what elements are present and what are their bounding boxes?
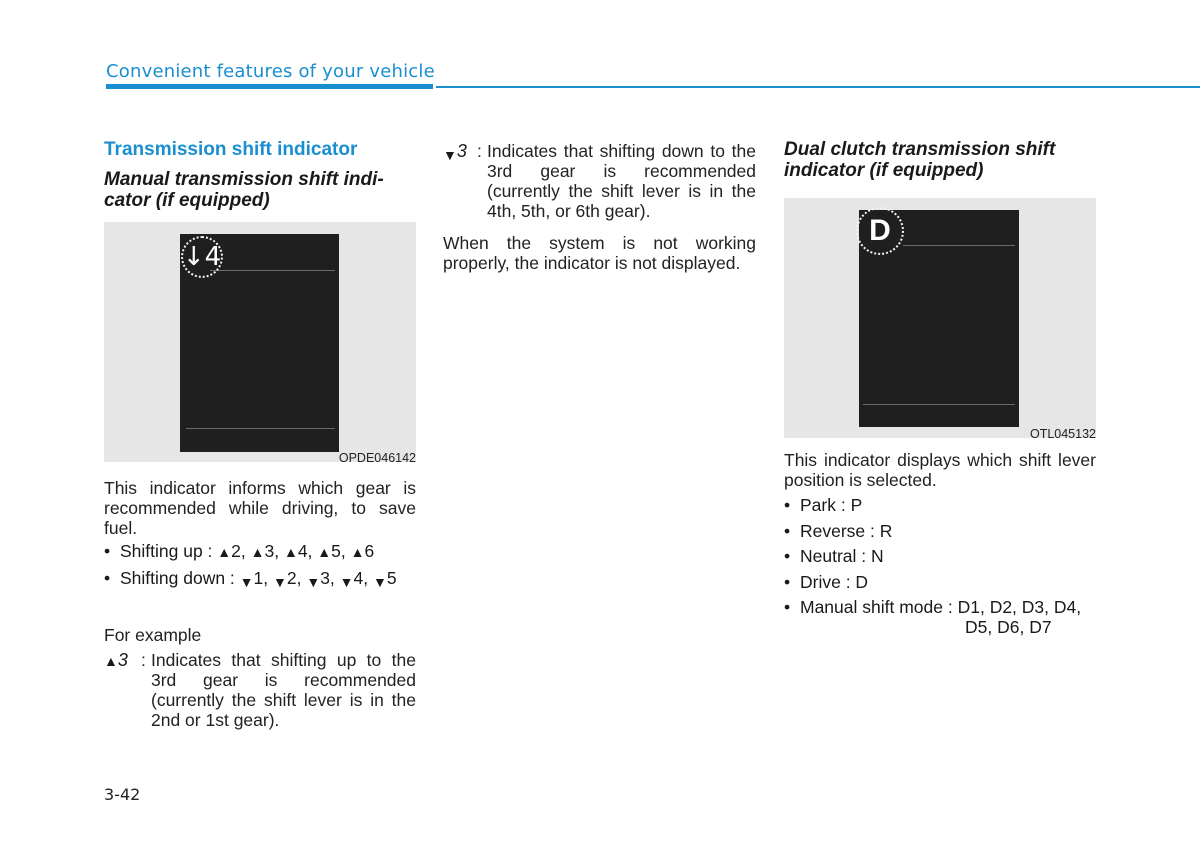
subheading-dual-clutch — [784, 139, 1096, 181]
cluster-display — [859, 210, 1019, 427]
dct-paragraph: This indicator displays which shift lever position is selected. — [784, 450, 1096, 490]
page-number: 3-42 — [104, 785, 141, 804]
position-list — [784, 495, 1104, 643]
triangle-up-icon: ▲ — [250, 544, 265, 560]
display-divider — [863, 404, 1015, 405]
triangle-up-icon: ▲ — [104, 653, 118, 669]
intro-paragraph: This indicator informs which gear is recommended while driving, to save fuel. — [104, 478, 416, 538]
list-item — [784, 521, 1104, 541]
subheading-line-1: Dual clutch transmission shift — [784, 139, 1056, 160]
shift-list — [104, 541, 424, 594]
gear-value: 4 — [297, 541, 308, 561]
list-item-text: Park : P — [800, 495, 863, 515]
shift-down-item: • Shifting down : ▼1, ▼2, ▼3, ▼4, ▼5 — [104, 568, 424, 589]
gear-indicator-circle — [181, 236, 223, 278]
triangle-up-icon: ▲ — [283, 544, 298, 560]
triangle-down-icon: ▼ — [339, 573, 354, 590]
list-item — [784, 495, 1104, 515]
display-divider — [903, 245, 1015, 246]
colon: : — [477, 141, 482, 161]
shift-up-item: • Shifting up : ▲2, ▲3, ▲4, ▲5, ▲6 — [104, 541, 424, 562]
example-down-symbol — [443, 141, 479, 162]
gear-value: 1 — [253, 567, 264, 588]
subheading-line-2: cator (if equipped) — [104, 190, 270, 211]
gear-value: 4 — [353, 567, 364, 588]
example-up-text: Indicates that shifting up to the 3rd gear is recommended (currently the shift lever is in the 2nd or 1st gear). — [151, 650, 416, 730]
triangle-down-icon: ▼ — [443, 147, 457, 163]
gear-value: 5 — [386, 567, 397, 588]
list-item-text: Neutral : N — [800, 546, 884, 566]
list-item-text: Reverse : R — [800, 520, 893, 541]
gear-value: 2 — [231, 541, 241, 561]
gear-value: 3 — [456, 141, 467, 161]
example-down-description — [477, 141, 756, 221]
triangle-up-icon: ▲ — [217, 544, 232, 560]
header-rule-thin — [436, 86, 1200, 88]
display-divider — [186, 428, 335, 429]
figure-dual-clutch-indicator — [784, 198, 1096, 441]
list-item-manual — [784, 597, 1104, 637]
subheading-manual-transmission — [104, 169, 416, 211]
gear-value: 6 — [364, 541, 375, 561]
example-down-text: Indicates that shifting down to the 3rd gear is recommended (currently the shift lever is in the 4th, 5th, or 6th gear). — [487, 141, 756, 221]
triangle-down-icon: ▼ — [239, 573, 254, 590]
subheading-line-1: Manual transmission shift indi- — [104, 169, 384, 190]
example-label: For example — [104, 625, 202, 645]
list-item — [784, 572, 1104, 592]
list-item — [784, 546, 1104, 566]
section-title: Convenient features of your vehicle — [106, 61, 435, 82]
shift-down-label: Shifting down : — [120, 567, 235, 588]
display-divider — [210, 270, 335, 271]
example-up-symbol — [104, 650, 140, 671]
shift-up-label: Shifting up : — [120, 541, 213, 561]
heading-transmission-shift-indicator: Transmission shift indicator — [104, 139, 358, 160]
not-working-paragraph: When the system is not working properly, the indicator is not displayed. — [443, 233, 756, 273]
gear-indicator-circle — [856, 207, 904, 255]
gear-value: 3 — [320, 567, 330, 588]
manual-mode-value-2: D5, D6, D7 — [965, 617, 1052, 637]
gear-value: 2 — [286, 567, 297, 588]
gear-indicator-text: ↓4 — [182, 242, 222, 272]
gear-value: 3 — [264, 541, 275, 561]
triangle-down-icon: ▼ — [306, 573, 321, 590]
figure-caption: OTL045132 — [1029, 427, 1096, 441]
manual-mode-label: Manual shift mode : — [800, 597, 953, 617]
gear-indicator-text: D — [869, 214, 891, 247]
gear-value: 3 — [117, 650, 128, 670]
triangle-down-icon: ▼ — [372, 573, 387, 590]
figure-caption: OPDE046142 — [338, 451, 416, 465]
subheading-line-2: indicator (if equipped) — [784, 160, 984, 181]
colon: : — [141, 650, 146, 670]
cluster-display — [180, 234, 339, 452]
example-up-description — [141, 650, 416, 730]
manual-mode-value-1: D1, D2, D3, D4, — [957, 597, 1082, 617]
figure-manual-indicator — [104, 222, 416, 465]
list-item-text: Drive : D — [800, 571, 869, 592]
triangle-down-icon: ▼ — [273, 573, 287, 590]
header-rule-thick — [106, 84, 433, 89]
triangle-up-icon: ▲ — [350, 544, 365, 560]
gear-value: 5 — [331, 541, 341, 561]
triangle-up-icon: ▲ — [317, 544, 332, 560]
